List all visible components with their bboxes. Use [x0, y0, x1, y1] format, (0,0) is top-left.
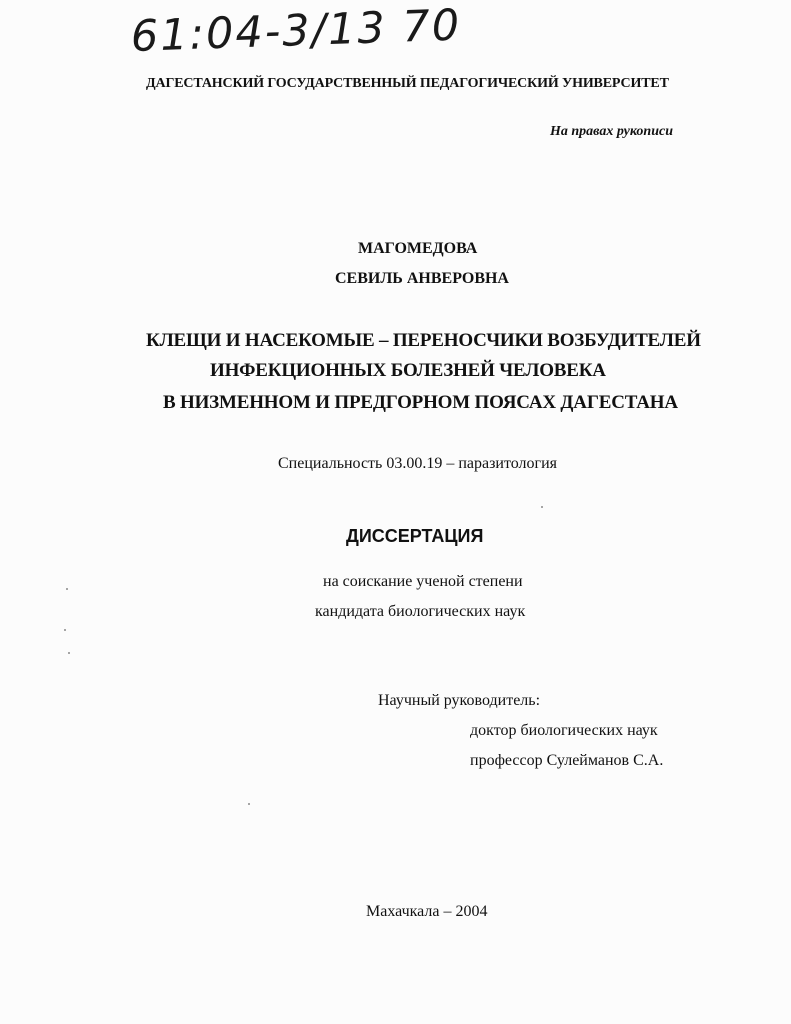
scan-speck [66, 588, 68, 590]
dissertation-title-line-2: ИНФЕКЦИОННЫХ БОЛЕЗНЕЙ ЧЕЛОВЕКА [210, 360, 606, 381]
degree-purpose-line-1: на соискание ученой степени [323, 573, 523, 590]
document-type-heading: ДИССЕРТАЦИЯ [346, 526, 484, 546]
author-given-names: СЕВИЛЬ АНВЕРОВНА [335, 270, 509, 287]
university-name: ДАГЕСТАНСКИЙ ГОСУДАРСТВЕННЫЙ ПЕДАГОГИЧЕСКИЙ УНИВЕРСИТЕТ [146, 76, 669, 91]
specialty-line: Специальность 03.00.19 – паразитология [278, 455, 558, 472]
degree-purpose-line-2: кандидата биологических наук [315, 603, 526, 620]
dissertation-title-line-3: В НИЗМЕННОМ И ПРЕДГОРНОМ ПОЯСАХ ДАГЕСТАНА [163, 392, 678, 413]
dissertation-title-line-1: КЛЕЩИ И НАСЕКОМЫЕ – ПЕРЕНОСЧИКИ ВОЗБУДИТЕЛЕЙ [146, 330, 701, 351]
scan-speck [68, 652, 70, 654]
scan-speck [248, 803, 250, 805]
author-surname: МАГОМЕДОВА [358, 240, 478, 257]
manuscript-rights-note: На правах рукописи [550, 124, 673, 139]
scan-speck [64, 629, 66, 631]
supervisor-name: профессор Сулейманов С.А. [470, 752, 664, 769]
handwritten-catalog-code: 61:04-3/13 70 [130, 0, 462, 62]
supervisor-label: Научный руководитель: [378, 692, 541, 709]
scan-speck [541, 506, 543, 508]
supervisor-degree: доктор биологических наук [470, 722, 658, 739]
place-and-year: Махачкала – 2004 [366, 903, 488, 920]
